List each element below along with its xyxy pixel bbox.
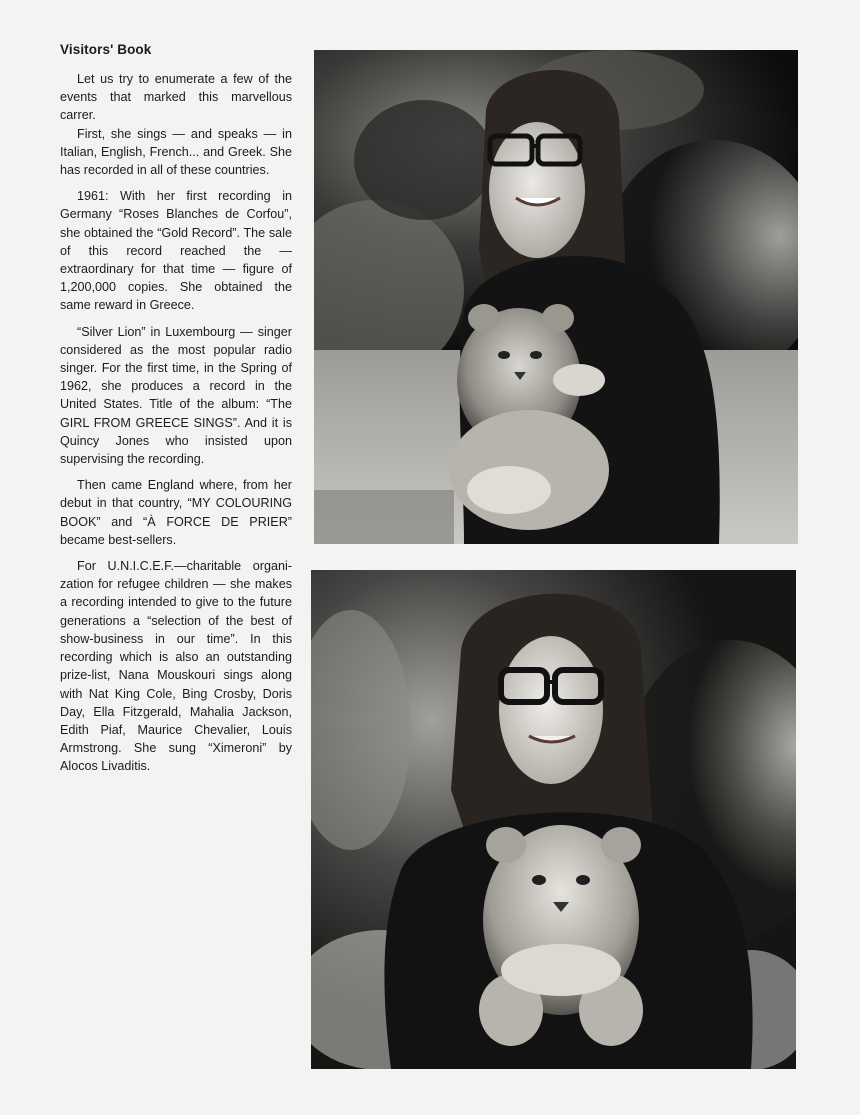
- paragraph-languages: First, she sings — and speaks — in Italian, English, French... and Greek. She has recorded in all of these countries.: [60, 126, 292, 178]
- paragraph-england: Then came England where, from her debut in that country, “MY COLOURING BOOK” and “À FORCE DE PRIER” became best-sellers.: [60, 478, 292, 547]
- section-heading: Visitors' Book: [60, 42, 152, 57]
- paragraph-intro: Let us try to enumerate a few of the events that marked this marvellous carrer.: [60, 72, 292, 123]
- top-photo: [314, 50, 798, 544]
- top-photo-image: [314, 50, 798, 544]
- bottom-photo: [311, 570, 796, 1069]
- bottom-photo-image: [311, 570, 796, 1069]
- paragraph-silver-lion: “Silver Lion” in Luxembourg — singer considered as the most popular radio singer. For the first time, in the Spring of 1962, she produces a record in the United States. Title of the album: “The GIRL FROM GREECE SINGS”. And it is Quincy Jones who insisted upon supervising the recording.: [60, 324, 292, 467]
- article-column: [60, 42, 292, 784]
- paragraph-unicef: For U.N.I.C.E.F.—charitable organization for refugee children — she makes a recording intended to give to the future generations a “selection of the best of show-business in our time”. In this recording which is also an outstanding prize-list, Nana Mouskouri sings along with Nat King Cole, Bing Crosby, Doris Day, Ella Fitzgerald, Mahalia Jackson, Edith Piaf, Maurice Chevalier, Louis Armstrong. She sung “Ximeroni” by Alocos Livaditis.: [60, 559, 292, 774]
- paragraph-1961: 1961: With her first recording in Germany “Roses Blanches de Corfou”, she obtained the “Gold Record”. The sale of this record reached the — extraordinary for that time — figure of 1,200,000 copies. She obtained the same reward in Greece.: [60, 189, 292, 313]
